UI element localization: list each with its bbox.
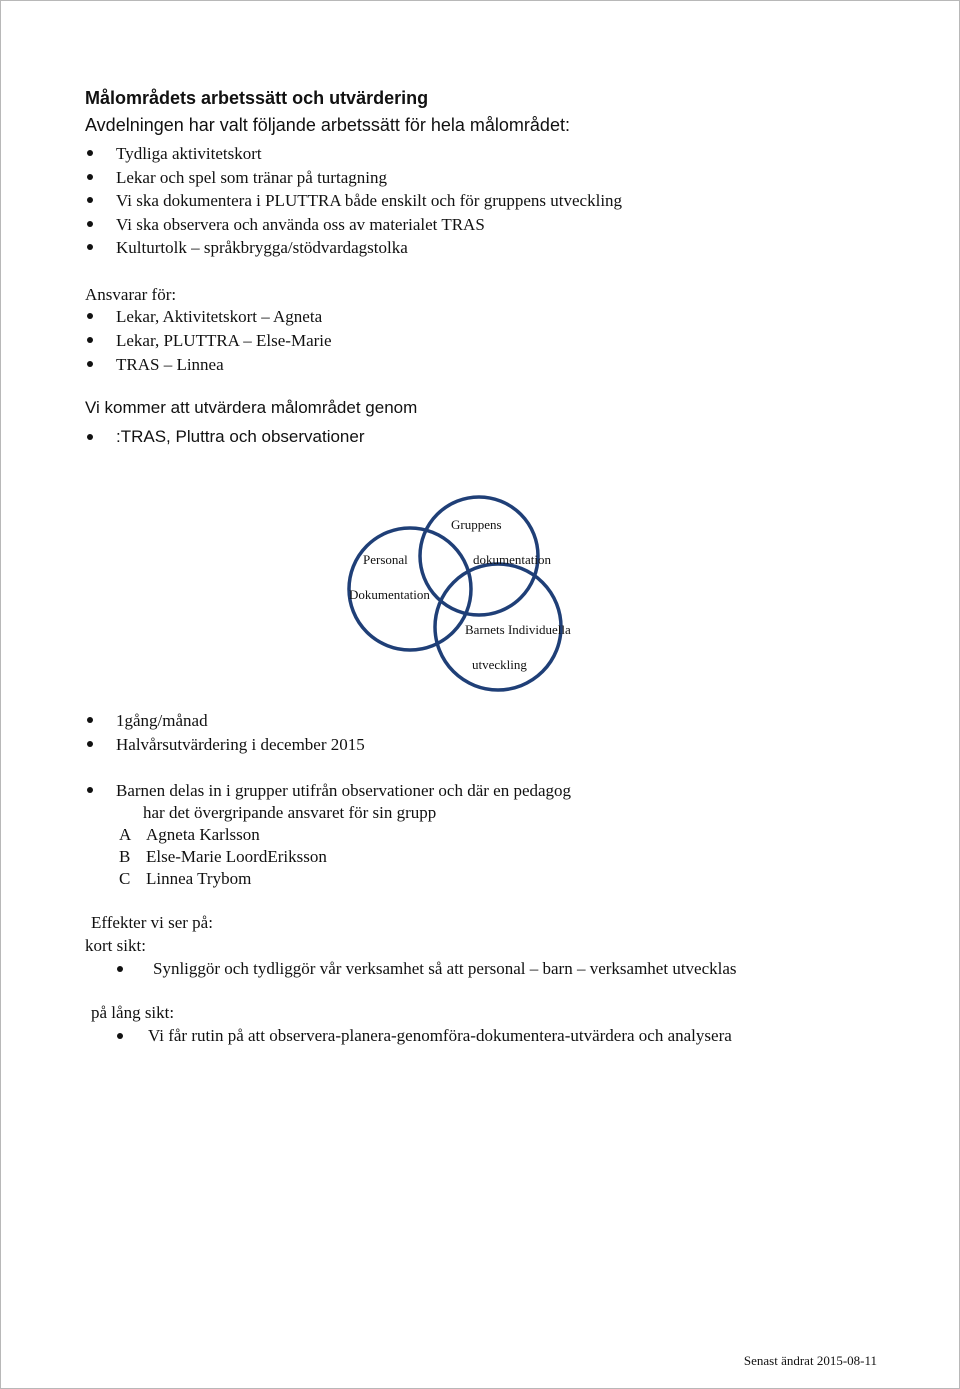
diagram-label-dokumentation-lower: dokumentation — [473, 552, 551, 567]
effects-heading: Effekter vi ser på: — [91, 913, 213, 932]
diagram-label-dokumentation-upper: Dokumentation — [349, 587, 430, 602]
bullet-icon — [117, 966, 123, 972]
groups-text-line1: Barnen delas in i grupper utifrån observationer och där en pedagog — [116, 781, 572, 800]
bullet-icon — [87, 717, 93, 723]
long-term-heading: på lång sikt: — [91, 1003, 175, 1022]
group-letter: C — [119, 869, 131, 888]
intro-text: Avdelningen har valt följande arbetssätt för hela målområdet: — [85, 115, 570, 135]
method-item: Vi ska observera och använda oss av materialet TRAS — [116, 215, 485, 234]
method-item: Lekar och spel som tränar på turtagning — [116, 168, 387, 187]
groups-text-line2: har det övergripande ansvaret för sin grupp — [143, 803, 437, 822]
last-modified-footer: Senast ändrat 2015-08-11 — [743, 1353, 877, 1368]
long-term-item: Vi får rutin på att observera-planera-genomföra-dokumentera-utvärdera och analysera — [148, 1026, 732, 1045]
short-term-heading: kort sikt: — [85, 936, 146, 955]
group-name: Else-Marie LoordEriksson — [146, 847, 327, 866]
diagram-label-barnets: Barnets Individuella — [465, 622, 571, 637]
method-item: Tydliga aktivitetskort — [116, 144, 262, 163]
responsible-item: Lekar, PLUTTRA – Else-Marie — [116, 331, 332, 350]
method-item: Vi ska dokumentera i PLUTTRA både enskilt och för gruppens utveckling — [116, 191, 623, 210]
responsible-item: Lekar, Aktivitetskort – Agneta — [116, 307, 323, 326]
group-letter: B — [119, 847, 131, 866]
evaluate-heading: Vi kommer att utvärdera målområdet genom — [85, 398, 418, 417]
bullet-icon — [87, 787, 93, 793]
page-title: Målområdets arbetssätt och utvärdering — [85, 88, 429, 108]
group-letter: A — [119, 825, 132, 844]
diagram-label-personal: Personal — [363, 552, 408, 567]
responsible-item: TRAS – Linnea — [116, 355, 224, 374]
method-item: Kulturtolk – språkbrygga/stödvardagstolka — [116, 238, 408, 257]
schedule-item: 1gång/månad — [116, 711, 208, 730]
diagram-label-utveckling: utveckling — [472, 657, 527, 672]
evaluate-item: :TRAS, Pluttra och observationer — [116, 427, 365, 446]
group-name: Agneta Karlsson — [146, 825, 260, 844]
diagram-label-gruppens: Gruppens — [451, 517, 502, 532]
bullet-icon — [87, 741, 93, 747]
group-name: Linnea Trybom — [146, 869, 252, 888]
short-term-item: Synliggör och tydliggör vår verksamhet så att personal – barn – verksamhet utvecklas — [153, 959, 737, 978]
documentation-diagram — [1, 1, 959, 1388]
bullet-icon — [117, 1033, 123, 1039]
responsible-heading: Ansvarar för: — [85, 285, 177, 304]
schedule-item: Halvårsutvärdering i december 2015 — [116, 735, 365, 754]
